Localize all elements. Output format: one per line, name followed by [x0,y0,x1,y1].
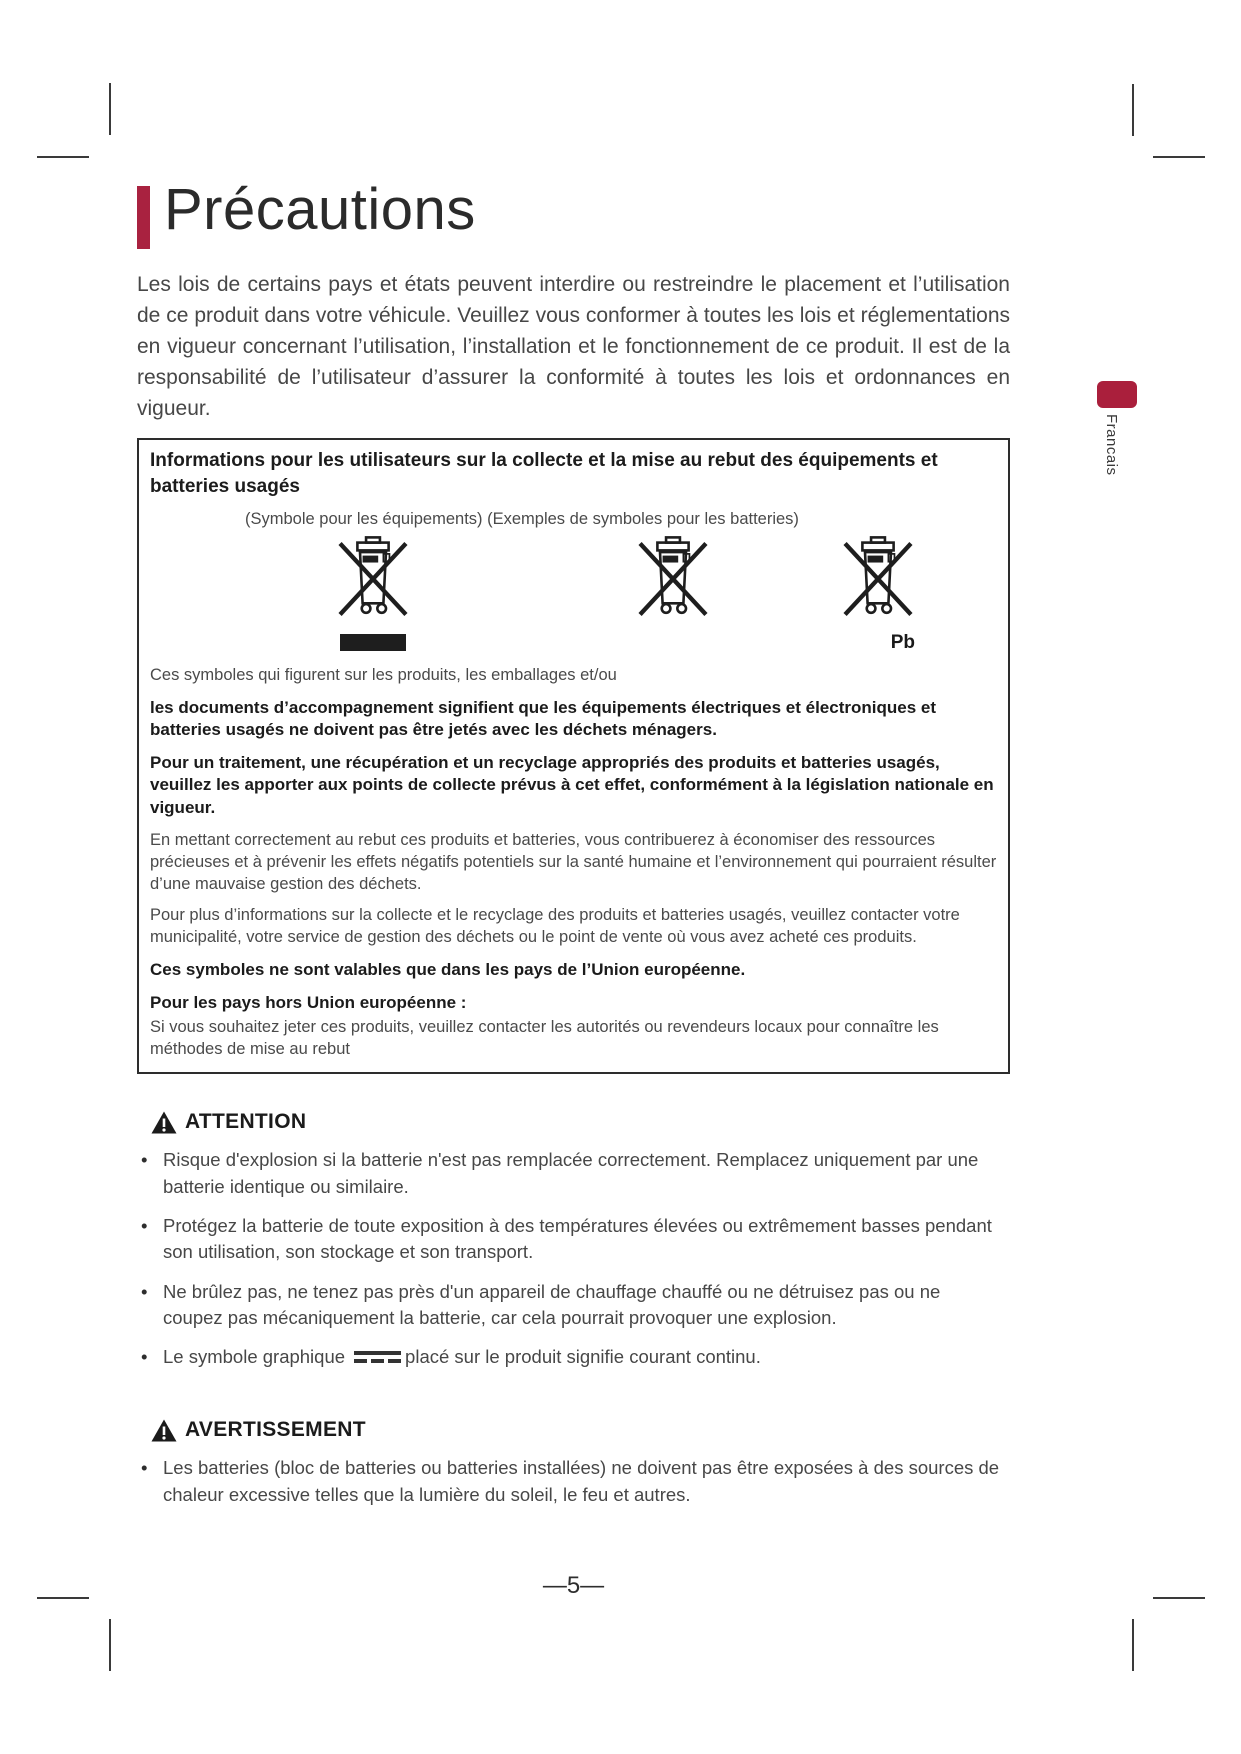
warning-triangle-icon [151,1111,177,1134]
bullet-dot: • [141,1280,148,1302]
crop-mark [1132,1619,1134,1671]
crop-mark [109,1619,111,1671]
crossed-out-bin-battery-pb-icon [839,533,917,654]
info-box-paragraph: Pour plus d’informations sur la collecte et le recyclage des produits et batteries usagés, veuillez contacter votre municipalité, votre service de gestion des déchets ou le point de vente où vous avez acheté ces produits. [150,906,960,947]
info-box-paragraph: les documents d’accompagnement signifient que les équipements électriques et électroniques et batteries usagés ne doivent pas être jetés avec les déchets ménagers. [150,697,936,740]
info-box-paragraph: Pour un traitement, une récupération et un recyclage appropriés des produits et batteries usagés, veuillez les apporter aux points de collecte prévus à cet effet, conformément à la législation nationale en vigueur. [150,752,994,818]
language-tab-label: Francais [1103,414,1120,476]
recycling-info-box [137,438,1010,1074]
list-item [137,1344,1010,1370]
list-item: • Risque d'explosion si la batterie n'est pas remplacée correctement. Remplacez uniquement par une batterie identique ou similaire. [137,1147,1010,1200]
crop-mark [37,156,89,158]
symbols-row [150,533,997,655]
attention-section [137,1110,1010,1370]
attention-heading [151,1110,1010,1134]
info-box-paragraph: Ces symboles qui figurent sur les produits, les emballages et/ou [150,665,617,684]
crossed-out-bin-equipment-icon [334,533,412,651]
info-box-heading: Informations pour les utilisateurs sur la collecte et la mise au rebut des équipements et batteries usagés [150,450,938,498]
dc-bullet-prefix: Le symbole graphique [163,1346,346,1368]
weee-solid-bar [340,634,406,651]
page-number: —5— [542,1571,605,1599]
crop-mark [37,1597,89,1599]
list-item: • Les batteries (bloc de batteries ou batteries installées) ne doivent pas être exposées à des sources de chaleur excessive telles que la lumière du soleil, le feu et autres. [137,1455,1010,1508]
bullet-dot: • [141,1346,148,1368]
bullet-dot: • [141,1457,148,1479]
document-content [137,178,1010,1600]
info-box-subheading: Pour les pays hors Union européenne : [150,992,467,1012]
warning-triangle-icon [151,1419,177,1442]
intro-paragraph: Les lois de certains pays et états peuvent interdire ou restreindre le placement et l’utilisation de ce produit dans votre véhicule. Veuillez vous conformer à toutes les lois et réglementations en vigueur concernant l’utilisation, l’installation et le fonctionnement de ce produit. Il est de la responsabilité de l’utilisateur d’assurer la conformité à toutes les lois et ordonnances en vigueur. [137,273,1010,421]
dc-bullet-suffix: placé sur le produit signifie courant continu. [405,1346,761,1368]
avertissement-heading-label: AVERTISSEMENT [185,1418,366,1442]
bullet-dot: • [141,1149,148,1171]
avertissement-heading [151,1418,1010,1442]
crop-mark [1132,84,1134,136]
attention-bullets [137,1147,1010,1370]
title-accent-bar [137,186,150,249]
crop-mark [1153,1597,1205,1599]
info-box-paragraph: Ces symboles ne sont valables que dans les pays de l’Union européenne. [150,960,746,980]
symbols-caption: (Symbole pour les équipements) (Exemples de symboles pour les batteries) [245,509,799,528]
list-item: • Ne brûlez pas, ne tenez pas près d'un appareil de chauffage chauffé ou ne détruisez pas ou ne coupez pas mécaniquement la batterie, car cela pourrait provoquer une explosion. [137,1279,1010,1332]
crossed-out-bin-battery-icon [634,533,712,630]
dc-current-icon [353,1349,403,1364]
crop-mark [109,83,111,135]
language-tab-marker [1097,381,1137,408]
attention-heading-label: ATTENTION [185,1110,307,1134]
avertissement-bullets [137,1455,1010,1508]
info-box-paragraph: Si vous souhaitez jeter ces produits, veuillez contacter les autorités ou revendeurs locaux pour connaître les méthodes de mise au rebut [150,1017,939,1058]
list-item: • Protégez la batterie de toute exposition à des températures élevées ou extrêmement basses pendant son utilisation, son stockage et son transport. [137,1213,1010,1266]
title-row [137,178,1010,249]
info-box-paragraph: En mettant correctement au rebut ces produits et batteries, vous contribuerez à économiser des ressources précieuses et à prévenir les effets négatifs potentiels sur la santé humaine et l’environnement qui pourraient résulter d’une mauvaise gestion des déchets. [150,830,997,893]
pb-label: Pb [890,631,915,653]
crop-mark [1153,156,1205,158]
bullet-dot: • [141,1214,148,1236]
page-title: Précautions [164,177,476,242]
avertissement-section [137,1418,1010,1508]
